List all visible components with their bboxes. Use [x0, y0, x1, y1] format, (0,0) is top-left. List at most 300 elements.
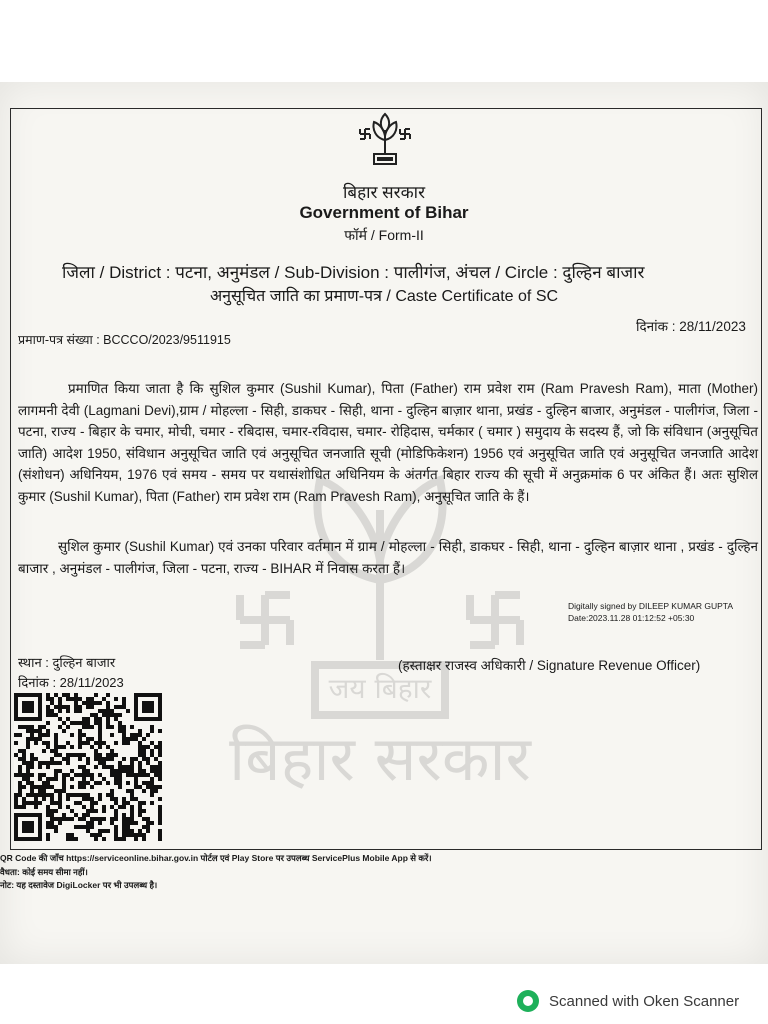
- qr-module: [130, 761, 134, 765]
- footer-digilocker-note: नोट: यह दस्तावेज DigiLocker पर भी उपलब्ध है।: [0, 880, 158, 890]
- qr-module: [66, 757, 70, 761]
- qr-module: [58, 793, 62, 797]
- qr-module: [46, 745, 50, 749]
- qr-module: [42, 793, 46, 797]
- qr-module: [130, 765, 134, 769]
- qr-module: [102, 829, 106, 833]
- qr-module: [102, 777, 106, 781]
- qr-module: [62, 705, 66, 709]
- qr-module: [106, 757, 110, 761]
- qr-module: [122, 729, 126, 733]
- qr-module: [42, 725, 46, 729]
- digital-signature: [568, 600, 733, 624]
- qr-module: [46, 825, 50, 829]
- qr-module: [58, 705, 62, 709]
- qr-module: [126, 801, 130, 805]
- qr-module: [62, 721, 66, 725]
- qr-module: [90, 805, 94, 809]
- qr-module: [122, 813, 126, 817]
- qr-module: [38, 729, 42, 733]
- qr-module: [118, 765, 122, 769]
- qr-module: [46, 833, 50, 837]
- qr-module: [86, 721, 90, 725]
- qr-module: [78, 781, 82, 785]
- qr-module: [102, 837, 106, 841]
- qr-module: [54, 825, 58, 829]
- qr-module: [98, 701, 102, 705]
- qr-module: [22, 761, 26, 765]
- watermark-text: बिहार सरकार: [229, 722, 531, 795]
- qr-module: [122, 733, 126, 737]
- qr-module: [158, 813, 162, 817]
- qr-module: [154, 757, 158, 761]
- qr-module: [34, 737, 38, 741]
- qr-module: [130, 813, 134, 817]
- qr-module: [82, 817, 86, 821]
- qr-module: [98, 717, 102, 721]
- qr-module: [78, 729, 82, 733]
- qr-module: [38, 725, 42, 729]
- qr-module: [110, 709, 114, 713]
- qr-module: [98, 733, 102, 737]
- qr-module: [98, 833, 102, 837]
- qr-module: [46, 781, 50, 785]
- qr-module: [102, 805, 106, 809]
- qr-module: [150, 793, 154, 797]
- qr-module: [146, 761, 150, 765]
- qr-module: [98, 781, 102, 785]
- qr-module: [82, 781, 86, 785]
- qr-module: [18, 725, 22, 729]
- qr-module: [102, 765, 106, 769]
- qr-module: [46, 809, 50, 813]
- qr-module: [66, 773, 70, 777]
- qr-module: [138, 801, 142, 805]
- qr-module: [62, 773, 66, 777]
- qr-module: [26, 729, 30, 733]
- qr-module: [46, 785, 50, 789]
- qr-module: [34, 797, 38, 801]
- qr-module: [86, 761, 90, 765]
- qr-module: [70, 793, 74, 797]
- qr-module: [86, 725, 90, 729]
- qr-module: [46, 741, 50, 745]
- qr-module: [110, 725, 114, 729]
- qr-module: [90, 833, 94, 837]
- qr-module: [138, 829, 142, 833]
- qr-module: [134, 757, 138, 761]
- qr-module: [46, 733, 50, 737]
- qr-module: [66, 725, 70, 729]
- qr-module: [58, 797, 62, 801]
- qr-module: [38, 737, 42, 741]
- qr-module: [86, 825, 90, 829]
- qr-module: [90, 737, 94, 741]
- qr-module: [82, 785, 86, 789]
- qr-module: [158, 765, 162, 769]
- qr-module: [150, 821, 154, 825]
- qr-module: [130, 797, 134, 801]
- qr-module: [86, 813, 90, 817]
- qr-module: [82, 777, 86, 781]
- qr-module: [158, 769, 162, 773]
- qr-module: [90, 773, 94, 777]
- qr-module: [118, 769, 122, 773]
- qr-module: [126, 825, 130, 829]
- qr-module: [26, 777, 30, 781]
- qr-module: [94, 717, 98, 721]
- qr-module: [86, 769, 90, 773]
- qr-module: [26, 765, 30, 769]
- qr-module: [110, 765, 114, 769]
- qr-module: [94, 693, 98, 697]
- qr-module: [90, 705, 94, 709]
- qr-module: [82, 769, 86, 773]
- qr-module: [30, 801, 34, 805]
- qr-module: [62, 757, 66, 761]
- qr-module: [50, 701, 54, 705]
- qr-module: [94, 741, 98, 745]
- qr-module: [50, 757, 54, 761]
- qr-module: [110, 773, 114, 777]
- qr-module: [42, 797, 46, 801]
- qr-module: [30, 793, 34, 797]
- qr-module: [30, 785, 34, 789]
- qr-module: [122, 737, 126, 741]
- qr-module: [78, 825, 82, 829]
- qr-module: [126, 709, 130, 713]
- qr-module: [138, 733, 142, 737]
- qr-module: [98, 741, 102, 745]
- qr-module: [146, 785, 150, 789]
- qr-module: [150, 729, 154, 733]
- qr-module: [130, 769, 134, 773]
- qr-module: [130, 737, 134, 741]
- qr-module: [142, 837, 146, 841]
- qr-module: [98, 773, 102, 777]
- qr-module: [102, 713, 106, 717]
- qr-module: [138, 745, 142, 749]
- qr-module: [42, 749, 46, 753]
- qr-module: [150, 769, 154, 773]
- qr-module: [42, 789, 46, 793]
- qr-module: [134, 821, 138, 825]
- qr-module: [14, 797, 18, 801]
- qr-module: [82, 805, 86, 809]
- qr-module: [114, 705, 118, 709]
- qr-module: [22, 749, 26, 753]
- qr-module: [70, 777, 74, 781]
- qr-module: [146, 733, 150, 737]
- qr-module: [74, 801, 78, 805]
- qr-module: [50, 713, 54, 717]
- qr-module: [122, 821, 126, 825]
- qr-module: [122, 817, 126, 821]
- qr-module: [154, 765, 158, 769]
- qr-module: [70, 817, 74, 821]
- qr-module: [50, 697, 54, 701]
- qr-module: [150, 765, 154, 769]
- qr-module: [30, 733, 34, 737]
- qr-module: [50, 749, 54, 753]
- qr-module: [54, 753, 58, 757]
- qr-module: [114, 697, 118, 701]
- qr-module: [90, 801, 94, 805]
- qr-module: [30, 761, 34, 765]
- qr-module: [122, 757, 126, 761]
- qr-module: [62, 817, 66, 821]
- qr-module: [114, 777, 118, 781]
- qr-module: [158, 833, 162, 837]
- qr-module: [122, 833, 126, 837]
- qr-module: [34, 741, 38, 745]
- watermark-emblem-text: जय बिहार: [328, 672, 432, 705]
- qr-module: [54, 829, 58, 833]
- qr-module: [106, 705, 110, 709]
- qr-module: [154, 745, 158, 749]
- qr-module: [110, 753, 114, 757]
- qr-module: [46, 721, 50, 725]
- qr-module: [126, 821, 130, 825]
- qr-module: [86, 829, 90, 833]
- qr-module: [62, 785, 66, 789]
- qr-module: [154, 773, 158, 777]
- qr-module: [106, 829, 110, 833]
- qr-module: [62, 789, 66, 793]
- qr-module: [126, 781, 130, 785]
- qr-module: [34, 757, 38, 761]
- qr-module: [74, 705, 78, 709]
- qr-module: [42, 733, 46, 737]
- qr-module: [90, 697, 94, 701]
- qr-module: [46, 697, 50, 701]
- qr-module: [58, 817, 62, 821]
- qr-module: [122, 829, 126, 833]
- qr-module: [158, 821, 162, 825]
- qr-module: [14, 733, 18, 737]
- qr-module: [86, 737, 90, 741]
- qr-module: [70, 833, 74, 837]
- qr-module: [118, 725, 122, 729]
- qr-module: [62, 729, 66, 733]
- qr-module: [142, 809, 146, 813]
- qr-module: [142, 737, 146, 741]
- qr-module: [150, 777, 154, 781]
- qr-module: [146, 757, 150, 761]
- certificate-date: दिनांक : 28/11/2023: [636, 319, 746, 334]
- location-line: जिला / District : पटना, अनुमंडल / Sub-Division : पालीगंज, अंचल / Circle : दुल्हिन बाजार: [62, 263, 645, 282]
- qr-module: [42, 781, 46, 785]
- qr-module: [82, 733, 86, 737]
- qr-module: [78, 793, 82, 797]
- qr-module: [118, 713, 122, 717]
- qr-module: [30, 773, 34, 777]
- qr-module: [126, 737, 130, 741]
- qr-module: [30, 737, 34, 741]
- qr-module: [50, 709, 54, 713]
- qr-module: [94, 837, 98, 841]
- qr-module: [106, 765, 110, 769]
- qr-module: [54, 733, 58, 737]
- qr-module: [126, 773, 130, 777]
- qr-module: [42, 761, 46, 765]
- qr-module: [102, 697, 106, 701]
- qr-module: [98, 721, 102, 725]
- qr-module: [114, 717, 118, 721]
- qr-module: [118, 729, 122, 733]
- qr-module: [130, 821, 134, 825]
- qr-module: [138, 741, 142, 745]
- qr-module: [18, 789, 22, 793]
- qr-module: [70, 809, 74, 813]
- qr-module: [50, 821, 54, 825]
- qr-module: [118, 785, 122, 789]
- qr-module: [34, 729, 38, 733]
- qr-module: [146, 773, 150, 777]
- qr-module: [134, 833, 138, 837]
- qr-module: [94, 801, 98, 805]
- qr-module: [26, 793, 30, 797]
- qr-module: [74, 773, 78, 777]
- qr-module: [34, 805, 38, 809]
- qr-module: [158, 741, 162, 745]
- qr-module: [110, 757, 114, 761]
- qr-module: [134, 733, 138, 737]
- qr-module: [106, 753, 110, 757]
- qr-module: [146, 825, 150, 829]
- qr-module: [74, 825, 78, 829]
- qr-module: [158, 837, 162, 841]
- qr-module: [98, 757, 102, 761]
- qr-module: [158, 745, 162, 749]
- qr-module: [94, 781, 98, 785]
- qr-module: [26, 801, 30, 805]
- qr-module: [18, 793, 22, 797]
- qr-module: [78, 741, 82, 745]
- qr-module: [94, 757, 98, 761]
- qr-module: [30, 725, 34, 729]
- qr-module: [86, 821, 90, 825]
- qr-module: [18, 749, 22, 753]
- qr-module: [86, 773, 90, 777]
- qr-module: [66, 837, 70, 841]
- qr-module: [78, 697, 82, 701]
- qr-module: [126, 769, 130, 773]
- qr-module: [86, 697, 90, 701]
- qr-module: [38, 765, 42, 769]
- qr-module: [30, 729, 34, 733]
- qr-module: [70, 785, 74, 789]
- qr-module: [142, 753, 146, 757]
- qr-module: [114, 833, 118, 837]
- footer-validity: वैधता: कोई समय सीमा नहीं।: [0, 867, 88, 877]
- qr-module: [122, 805, 126, 809]
- qr-module: [82, 797, 86, 801]
- qr-module: [114, 829, 118, 833]
- qr-module: [58, 801, 62, 805]
- qr-module: [114, 741, 118, 745]
- qr-module: [102, 817, 106, 821]
- qr-module: [58, 697, 62, 701]
- qr-module: [38, 793, 42, 797]
- qr-module: [14, 805, 18, 809]
- qr-module: [106, 793, 110, 797]
- qr-module: [90, 725, 94, 729]
- qr-module: [54, 761, 58, 765]
- qr-module: [106, 717, 110, 721]
- qr-module: [54, 801, 58, 805]
- qr-module: [18, 765, 22, 769]
- qr-module: [46, 805, 50, 809]
- qr-module: [46, 713, 50, 717]
- qr-module: [86, 757, 90, 761]
- qr-module: [70, 745, 74, 749]
- qr-module: [110, 713, 114, 717]
- qr-module: [90, 785, 94, 789]
- qr-module: [90, 713, 94, 717]
- qr-module: [86, 701, 90, 705]
- qr-module: [118, 837, 122, 841]
- digital-signature-signer: Digitally signed by DILEEP KUMAR GUPTA: [568, 601, 734, 611]
- footer-qr-instruction: QR Code की जाँच https://serviceonline.bihar.gov.in पोर्टल एवं Play Store पर उपलब्ध ServicePlus Mobile App से करें।: [0, 853, 432, 863]
- qr-module: [46, 709, 50, 713]
- qr-module: [86, 781, 90, 785]
- qr-module: [46, 813, 50, 817]
- scanner-label: Scanned with Oken Scanner: [549, 992, 740, 1010]
- qr-module: [154, 785, 158, 789]
- qr-module: [46, 821, 50, 825]
- qr-module: [26, 741, 30, 745]
- qr-module: [122, 837, 126, 841]
- qr-module: [114, 837, 118, 841]
- qr-module: [118, 761, 122, 765]
- qr-module: [34, 801, 38, 805]
- qr-module: [30, 765, 34, 769]
- qr-module: [130, 725, 134, 729]
- qr-module: [150, 725, 154, 729]
- qr-module: [130, 733, 134, 737]
- qr-module: [54, 789, 58, 793]
- qr-module: [46, 761, 50, 765]
- qr-module: [50, 785, 54, 789]
- qr-module: [134, 797, 138, 801]
- qr-module: [82, 721, 86, 725]
- qr-module: [74, 813, 78, 817]
- qr-module: [66, 797, 70, 801]
- qr-module: [66, 717, 70, 721]
- qr-module: [74, 753, 78, 757]
- qr-module: [54, 777, 58, 781]
- certificate-body-paragraph-2: सुशिल कुमार (Sushil Kumar) एवं उनका परिवार वर्तमान में ग्राम / मोहल्ला - सिही, डाकघर - सिही, थाना - दुल्हिन बाज़ार थाना , प्रखंड - दुल्हिन बाजार , अनुमंडल - पालीगंज, जिला - पटना, राज्य - BIHAR में निवास करता हैं।: [18, 539, 758, 576]
- qr-module: [106, 709, 110, 713]
- qr-module: [54, 693, 58, 697]
- qr-module: [74, 721, 78, 725]
- qr-module: [46, 765, 50, 769]
- qr-module: [86, 717, 90, 721]
- qr-module: [50, 761, 54, 765]
- qr-module: [94, 817, 98, 821]
- qr-module: [42, 773, 46, 777]
- qr-module: [14, 793, 18, 797]
- qr-module: [150, 749, 154, 753]
- qr-module: [154, 789, 158, 793]
- qr-module: [26, 745, 30, 749]
- qr-module: [114, 813, 118, 817]
- qr-module: [114, 773, 118, 777]
- qr-module: [138, 765, 142, 769]
- qr-module: [62, 777, 66, 781]
- scanner-watermark: [517, 990, 739, 1012]
